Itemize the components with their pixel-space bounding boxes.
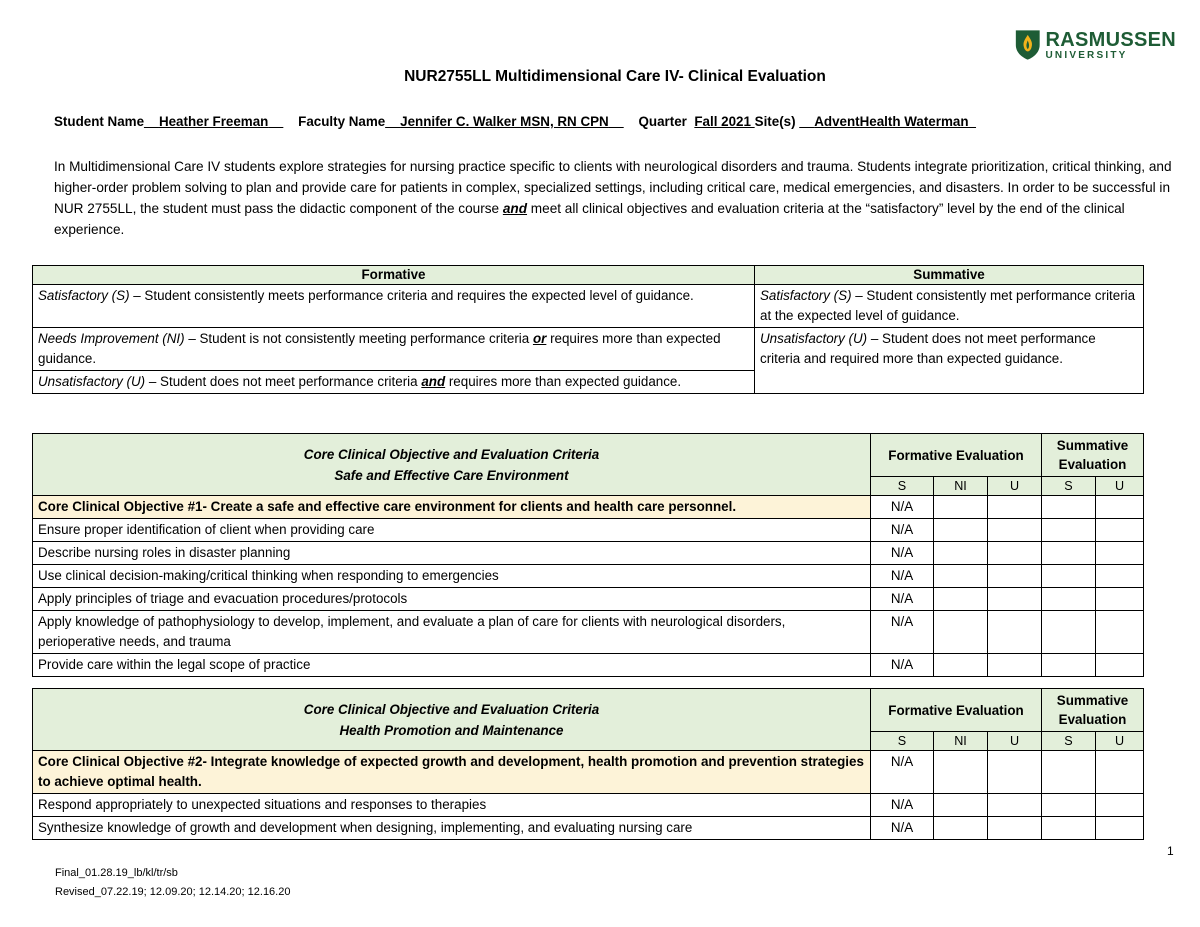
faculty-name-label: Faculty Name: [298, 114, 386, 129]
revision-footer: [55, 864, 290, 902]
eval-cell[interactable]: [1042, 496, 1096, 519]
eval-cell[interactable]: [1096, 817, 1144, 840]
eval-cell[interactable]: [934, 751, 988, 794]
eval-cell[interactable]: [1042, 565, 1096, 588]
col-summative-u: U: [1096, 732, 1144, 751]
eval-cell[interactable]: [1096, 519, 1144, 542]
col-formative-u: U: [988, 732, 1042, 751]
eval-cell[interactable]: [988, 496, 1042, 519]
eval-cell[interactable]: [1096, 654, 1144, 677]
intro-emphasis: and: [502, 201, 528, 216]
objective-1-mark: N/A: [871, 496, 934, 519]
quarter-label: Quarter: [638, 114, 687, 129]
objective-1-table: [32, 433, 1144, 677]
eval-cell[interactable]: [934, 542, 988, 565]
col-formative-ni: NI: [934, 477, 988, 496]
eval-cell[interactable]: [1096, 542, 1144, 565]
page-number: 1: [1167, 844, 1174, 858]
sites-label: Site(s): [754, 114, 796, 129]
criteria-mark: N/A: [871, 794, 934, 817]
eval-cell[interactable]: [1042, 542, 1096, 565]
criteria-row: Use clinical decision-making/critical thinking when responding to emergencies: [33, 565, 871, 588]
eval-cell[interactable]: [988, 794, 1042, 817]
eval-cell[interactable]: [988, 519, 1042, 542]
criteria-row: Describe nursing roles in disaster planning: [33, 542, 871, 565]
objective-2-mark: N/A: [871, 751, 934, 794]
eval-cell[interactable]: [988, 751, 1042, 794]
eval-cell[interactable]: [1042, 817, 1096, 840]
criteria-mark: N/A: [871, 519, 934, 542]
criteria-row: Respond appropriately to unexpected situations and responses to therapies: [33, 794, 871, 817]
grading-key-table: [32, 265, 1144, 394]
formative-header: Formative: [33, 266, 755, 285]
formative-evaluation-header: Formative Evaluation: [871, 434, 1042, 477]
eval-cell[interactable]: [934, 654, 988, 677]
student-name-label: Student Name: [54, 114, 145, 129]
eval-cell[interactable]: [988, 588, 1042, 611]
eval-cell[interactable]: [1096, 611, 1144, 654]
col-summative-s: S: [1042, 732, 1096, 751]
logo-subtitle: UNIVERSITY: [1045, 49, 1128, 61]
eval-cell[interactable]: [934, 611, 988, 654]
criteria-row: Apply principles of triage and evacuation procedures/protocols: [33, 588, 871, 611]
student-info-line: Student Name__Heather Freeman__ Faculty Name__Jennifer C. Walker MSN, RN CPN__ Quarter Fall 2021 Site(s) __AdventHealth Waterman_: [54, 114, 976, 129]
objective-2-header: Core Clinical Objective and Evaluation Criteria Health Promotion and Maintenance: [33, 689, 871, 751]
shield-logo-icon: [1014, 27, 1042, 63]
criteria-mark: N/A: [871, 565, 934, 588]
formative-needs-improvement: Needs Improvement (NI) – Student is not consistently meeting performance criteria or requires more than expected guidance.: [33, 328, 755, 371]
criteria-mark: N/A: [871, 588, 934, 611]
col-formative-ni: NI: [934, 732, 988, 751]
course-intro-paragraph: [54, 156, 1174, 240]
criteria-row: Synthesize knowledge of growth and development when designing, implementing, and evaluating nursing care: [33, 817, 871, 840]
university-logo: [1014, 26, 1176, 64]
eval-cell[interactable]: [988, 654, 1042, 677]
eval-cell[interactable]: [988, 611, 1042, 654]
eval-cell[interactable]: [934, 588, 988, 611]
summative-satisfactory: Satisfactory (S) – Student consistently met performance criteria at the expected level of guidance.: [755, 285, 1144, 328]
criteria-row: Ensure proper identification of client when providing care: [33, 519, 871, 542]
col-summative-u: U: [1096, 477, 1144, 496]
eval-cell[interactable]: [1096, 794, 1144, 817]
criteria-mark: N/A: [871, 817, 934, 840]
criteria-mark: N/A: [871, 654, 934, 677]
eval-cell[interactable]: [1096, 588, 1144, 611]
document-title: NUR2755LL Multidimensional Care IV- Clinical Evaluation: [404, 68, 826, 85]
summative-evaluation-header: Summative Evaluation: [1042, 689, 1144, 732]
eval-cell[interactable]: [934, 794, 988, 817]
faculty-name-value: Jennifer C. Walker MSN, RN CPN: [400, 114, 609, 129]
criteria-mark: N/A: [871, 611, 934, 654]
site-value: AdventHealth Waterman: [814, 114, 969, 129]
objective-2-statement: Core Clinical Objective #2- Integrate knowledge of expected growth and development, health promotion and prevention strategies to achieve optimal health.: [33, 751, 871, 794]
eval-cell[interactable]: [988, 817, 1042, 840]
intro-text-part1: In Multidimensional Care IV students explore strategies for nursing practice specific to clients with neurological disorders and trauma. Students integrate prioritization, critical thinking, and higher-order problem solving to plan and provide care for patients in complex, specialized settings, including critical care, medical emergencies, and disasters. In order to be successful in NUR 2755LL, the student must pass the didactic component of the course: [54, 159, 1172, 216]
formative-unsatisfactory: Unsatisfactory (U) – Student does not meet performance criteria and requires more than expected guidance.: [33, 371, 755, 394]
criteria-mark: N/A: [871, 542, 934, 565]
eval-cell[interactable]: [988, 565, 1042, 588]
col-summative-s: S: [1042, 477, 1096, 496]
eval-cell[interactable]: [1042, 588, 1096, 611]
eval-cell[interactable]: [1096, 751, 1144, 794]
eval-cell[interactable]: [1096, 565, 1144, 588]
criteria-row: Provide care within the legal scope of practice: [33, 654, 871, 677]
logo-wordmark: RASMUSSEN: [1045, 28, 1176, 51]
summative-evaluation-header: Summative Evaluation: [1042, 434, 1144, 477]
col-formative-s: S: [871, 477, 934, 496]
revised-dates-note: Revised_07.22.19; 12.09.20; 12.14.20; 12.16.20: [55, 886, 291, 898]
eval-cell[interactable]: [934, 496, 988, 519]
eval-cell[interactable]: [1042, 611, 1096, 654]
criteria-row: Apply knowledge of pathophysiology to develop, implement, and evaluate a plan of care for clients with neurological disorders, perioperative needs, and trauma: [33, 611, 871, 654]
student-name-value: Heather Freeman: [158, 114, 269, 129]
objective-2-table: [32, 688, 1144, 840]
col-formative-s: S: [871, 732, 934, 751]
formative-evaluation-header: Formative Evaluation: [871, 689, 1042, 732]
objective-1-header: Core Clinical Objective and Evaluation Criteria Safe and Effective Care Environment: [33, 434, 871, 496]
intro-text-part2: meet all clinical objectives and evaluation criteria at the “satisfactory” level by the end of the clinical experience.: [54, 201, 1125, 237]
eval-cell[interactable]: [1096, 496, 1144, 519]
final-version-note: Final_01.28.19_lb/kl/tr/sb: [55, 867, 178, 879]
eval-cell[interactable]: [934, 519, 988, 542]
summative-unsatisfactory: Unsatisfactory (U) – Student does not meet performance criteria and required more than expected guidance.: [755, 328, 1144, 394]
eval-cell[interactable]: [1042, 654, 1096, 677]
formative-satisfactory: Satisfactory (S) – Student consistently meets performance criteria and requires the expected level of guidance.: [33, 285, 755, 328]
eval-cell[interactable]: [1042, 751, 1096, 794]
eval-cell[interactable]: [1042, 519, 1096, 542]
col-formative-u: U: [988, 477, 1042, 496]
quarter-value: Fall 2021: [694, 114, 755, 129]
eval-cell[interactable]: [1042, 794, 1096, 817]
summative-header: Summative: [755, 266, 1144, 285]
objective-1-statement: Core Clinical Objective #1- Create a safe and effective care environment for clients and health care personnel.: [33, 496, 871, 519]
eval-cell[interactable]: [934, 565, 988, 588]
eval-cell[interactable]: [988, 542, 1042, 565]
eval-cell[interactable]: [934, 817, 988, 840]
